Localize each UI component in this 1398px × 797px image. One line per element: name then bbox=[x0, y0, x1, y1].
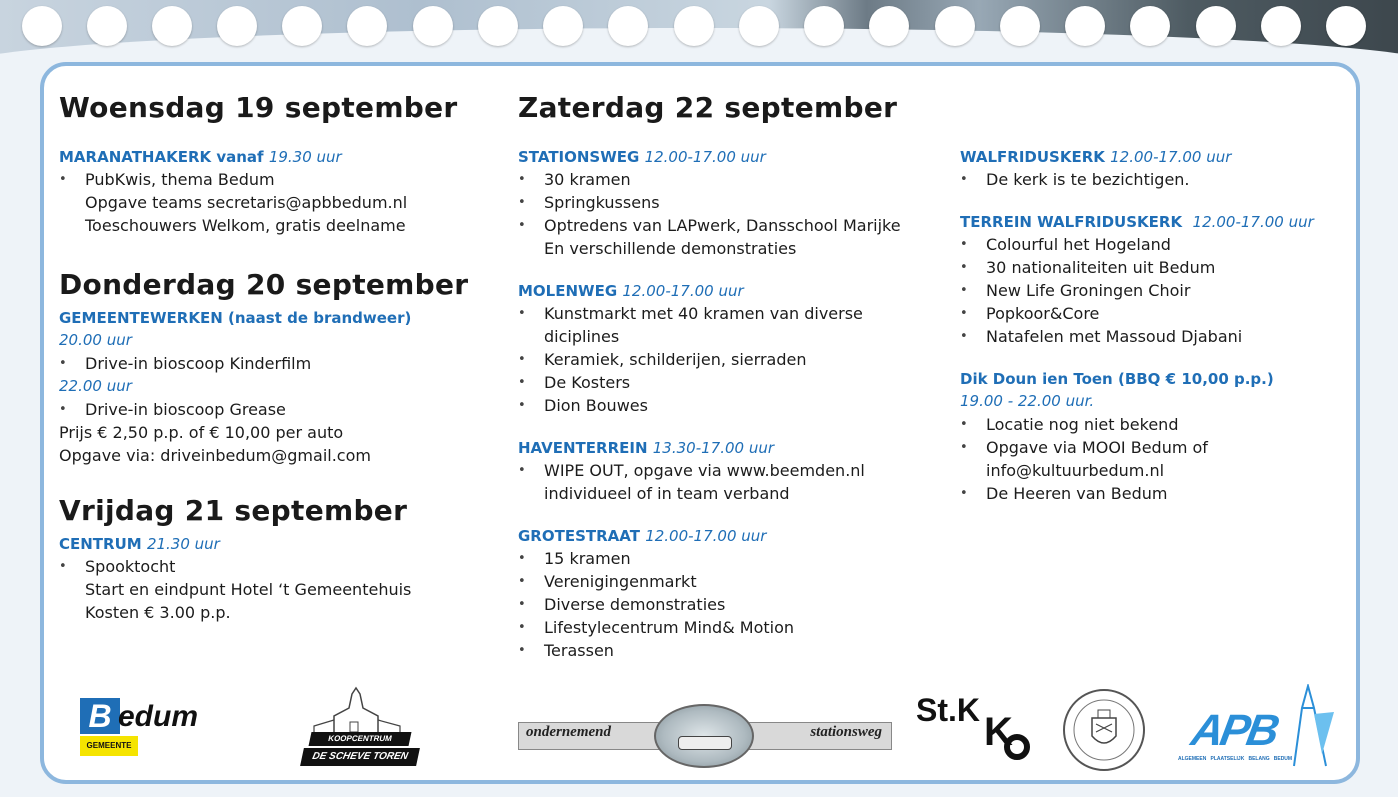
section-haventerrein bbox=[518, 437, 958, 505]
logo-koopcentrum bbox=[294, 686, 424, 774]
event-list bbox=[59, 398, 499, 421]
location-title bbox=[518, 525, 958, 547]
logo-apb bbox=[1176, 684, 1346, 774]
binder-hole bbox=[478, 6, 518, 46]
logo-b-letter: B bbox=[80, 698, 120, 734]
day-heading-friday: Vrijdag 21 september bbox=[59, 494, 408, 527]
logo-historische-vereniging bbox=[1062, 688, 1146, 772]
list-item: • Locatie nog niet bekend bbox=[960, 413, 1350, 436]
location-name: TERREIN WALFRIDUSKERK bbox=[960, 213, 1183, 231]
list-item-continuation: individueel of in team verband bbox=[544, 484, 790, 503]
binder-hole bbox=[1196, 6, 1236, 46]
section-grotestraat bbox=[518, 525, 958, 662]
day-heading-wednesday: Woensdag 19 september bbox=[59, 91, 458, 124]
location-name: WALFRIDUSKERK bbox=[960, 148, 1105, 166]
day-heading-thursday: Donderdag 20 september bbox=[59, 268, 469, 301]
list-item-continuation: info@kultuurbedum.nl bbox=[986, 461, 1165, 480]
location-time: 12.00-17.00 uur bbox=[1110, 148, 1232, 166]
event-list bbox=[518, 168, 958, 237]
logo-st-kkb bbox=[916, 692, 1046, 772]
list-item: • PubKwis, thema Bedum bbox=[59, 168, 499, 191]
event-time: 19.00 - 22.00 uur. bbox=[960, 392, 1095, 410]
list-item-continuation: diciplines bbox=[544, 327, 620, 346]
list-item-continuation: Start en eindpunt Hotel ‘t Gemeentehuis bbox=[85, 580, 412, 599]
price-info: Prijs € 2,50 p.p. of € 10,00 per auto bbox=[59, 423, 344, 442]
binder-hole bbox=[87, 6, 127, 46]
list-item: • Diverse demonstraties bbox=[518, 593, 958, 616]
location-name: MOLENWEG bbox=[518, 282, 618, 300]
section-maranathakerk bbox=[59, 146, 499, 237]
location-time: 12.00-17.00 uur bbox=[644, 148, 766, 166]
list-item-continuation: Toeschouwers Welkom, gratis deelname bbox=[85, 216, 406, 235]
event-list bbox=[59, 352, 499, 375]
location-name: MARANATHAKERK vanaf bbox=[59, 148, 264, 166]
binder-hole bbox=[804, 6, 844, 46]
list-item: • Optredens van LAPwerk, Dansschool Marijke bbox=[518, 214, 958, 237]
event-list bbox=[960, 233, 1350, 348]
logo-ondernemend-stationsweg bbox=[518, 704, 890, 766]
event-list bbox=[59, 168, 499, 191]
logo-bedum-word: edum bbox=[118, 700, 199, 733]
location-name: Dik Doun ien Toen (BBQ € 10,00 p.p.) bbox=[960, 370, 1274, 388]
event-list bbox=[960, 482, 1350, 505]
event-list bbox=[960, 413, 1350, 459]
list-item-continuation: Kosten € 3.00 p.p. bbox=[85, 603, 231, 622]
list-item: • 30 kramen bbox=[518, 168, 958, 191]
binder-hole bbox=[739, 6, 779, 46]
logo-apb-text: APB bbox=[1187, 706, 1281, 755]
event-list bbox=[518, 302, 958, 325]
list-item: • Drive-in bioscoop Grease bbox=[59, 398, 499, 421]
list-item: • 30 nationaliteiten uit Bedum bbox=[960, 256, 1350, 279]
event-list bbox=[59, 555, 499, 578]
event-time: 20.00 uur bbox=[59, 331, 132, 349]
event-list bbox=[960, 168, 1350, 191]
list-item: • Dion Bouwes bbox=[518, 394, 958, 417]
binder-hole bbox=[674, 6, 714, 46]
binder-hole bbox=[543, 6, 583, 46]
binder-hole bbox=[22, 6, 62, 46]
binder-holes bbox=[0, 6, 1398, 46]
list-item: • Terassen bbox=[518, 639, 958, 662]
signup-info: Opgave via: driveinbedum@gmail.com bbox=[59, 446, 371, 465]
location-name: HAVENTERREIN bbox=[518, 439, 648, 457]
binder-hole bbox=[869, 6, 909, 46]
binder-hole bbox=[1261, 6, 1301, 46]
list-item: • De Heeren van Bedum bbox=[960, 482, 1350, 505]
list-item: • De kerk is te bezichtigen. bbox=[960, 168, 1350, 191]
event-list bbox=[518, 547, 958, 662]
column-right bbox=[960, 146, 1350, 505]
binder-hole bbox=[1326, 6, 1366, 46]
logo-k-letter: K bbox=[984, 710, 1013, 754]
list-item: • Lifestylecentrum Mind& Motion bbox=[518, 616, 958, 639]
list-item: • De Kosters bbox=[518, 371, 958, 394]
list-item: • Drive-in bioscoop Kinderfilm bbox=[59, 352, 499, 375]
binder-hole bbox=[935, 6, 975, 46]
train-photo-icon bbox=[654, 704, 754, 768]
location-title bbox=[59, 533, 499, 555]
location-title bbox=[518, 146, 958, 168]
section-walfriduskerk bbox=[960, 146, 1350, 191]
event-list bbox=[518, 459, 958, 482]
logo-gemeente-label: GEMEENTE bbox=[80, 736, 138, 756]
location-name: STATIONSWEG bbox=[518, 148, 640, 166]
logo-koop-bottom: DE SCHEVE TOREN bbox=[300, 748, 420, 766]
list-item-continuation: Opgave teams secretaris@apbbedum.nl bbox=[85, 193, 408, 212]
logo-b-circle bbox=[1004, 734, 1030, 760]
section-centrum bbox=[59, 533, 499, 624]
top-banner bbox=[0, 0, 1398, 60]
logo-gemeente-bedum bbox=[80, 698, 210, 770]
list-item: • 15 kramen bbox=[518, 547, 958, 570]
event-list bbox=[518, 348, 958, 417]
binder-hole bbox=[347, 6, 387, 46]
list-item: • Kunstmarkt met 40 kramen van diverse bbox=[518, 302, 958, 325]
list-item: • Natafelen met Massoud Djabani bbox=[960, 325, 1350, 348]
sponsor-logos bbox=[44, 684, 1356, 780]
location-name: GROTESTRAAT bbox=[518, 527, 640, 545]
location-name: CENTRUM bbox=[59, 535, 142, 553]
list-item: • Colourful het Hogeland bbox=[960, 233, 1350, 256]
list-item: • Opgave via MOOI Bedum of bbox=[960, 436, 1350, 459]
logo-apb-subtitle: ALGEMEEN PLAATSELIJK BELANG BEDUM bbox=[1178, 756, 1293, 762]
list-item-continuation: En verschillende demonstraties bbox=[544, 239, 797, 258]
location-time: 13.30-17.00 uur bbox=[652, 439, 774, 457]
section-gemeentewerken bbox=[59, 307, 499, 467]
section-terrein-walfriduskerk bbox=[960, 211, 1350, 348]
binder-hole bbox=[1065, 6, 1105, 46]
location-time: 21.30 uur bbox=[146, 535, 220, 553]
location-title bbox=[960, 211, 1350, 233]
binder-hole bbox=[1130, 6, 1170, 46]
list-item: • Spooktocht bbox=[59, 555, 499, 578]
section-dik-doun-ien-toen bbox=[960, 368, 1350, 505]
location-title bbox=[960, 146, 1350, 168]
list-item: • New Life Groningen Choir bbox=[960, 279, 1350, 302]
location-time: 12.00-17.00 uur bbox=[1192, 213, 1314, 231]
location-title bbox=[518, 280, 958, 302]
binder-hole bbox=[217, 6, 257, 46]
column-left bbox=[59, 90, 499, 624]
program-frame bbox=[40, 62, 1360, 784]
seal-icon bbox=[1062, 688, 1146, 772]
list-item: • Keramiek, schilderijen, sierraden bbox=[518, 348, 958, 371]
logo-text-left: ondernemend bbox=[526, 724, 612, 740]
location-name: GEMEENTEWERKEN (naast de brandweer) bbox=[59, 309, 412, 327]
section-stationsweg bbox=[518, 146, 958, 260]
binder-hole bbox=[1000, 6, 1040, 46]
location-title bbox=[59, 146, 499, 168]
binder-hole bbox=[152, 6, 192, 46]
logo-koop-top: KOOPCENTRUM bbox=[309, 732, 412, 746]
binder-hole bbox=[282, 6, 322, 46]
list-item: • Springkussens bbox=[518, 191, 958, 214]
binder-hole bbox=[413, 6, 453, 46]
section-molenweg bbox=[518, 280, 958, 417]
list-item: • Popkoor&Core bbox=[960, 302, 1350, 325]
train-shape bbox=[678, 736, 732, 750]
location-title bbox=[518, 437, 958, 459]
binder-hole bbox=[608, 6, 648, 46]
list-item: • Verenigingenmarkt bbox=[518, 570, 958, 593]
location-time: 19.30 uur bbox=[268, 148, 342, 166]
event-time: 22.00 uur bbox=[59, 377, 132, 395]
list-item: • WIPE OUT, opgave via www.beemden.nl bbox=[518, 459, 958, 482]
location-time: 12.00-17.00 uur bbox=[645, 527, 767, 545]
logo-stkk-text: St.K bbox=[916, 692, 980, 728]
day-heading-saturday: Zaterdag 22 september bbox=[518, 91, 898, 124]
logo-text-right: stationsweg bbox=[810, 724, 882, 740]
column-middle bbox=[518, 90, 958, 662]
location-time: 12.00-17.00 uur bbox=[622, 282, 744, 300]
